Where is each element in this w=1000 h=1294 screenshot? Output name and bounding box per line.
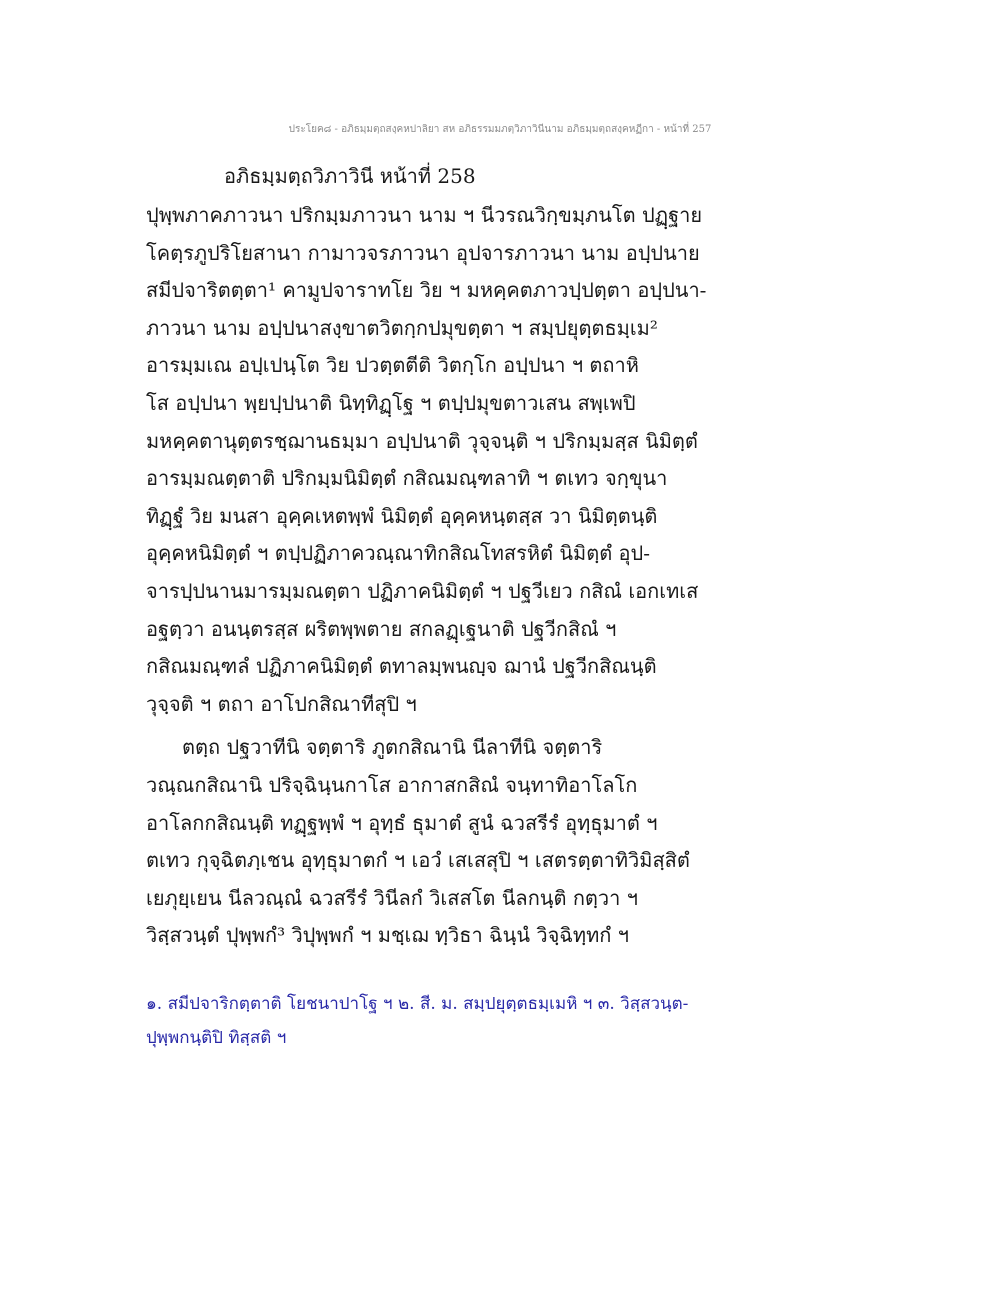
body-line: อุคฺคหนิมิตฺตํ ฯ ตปฺปฏิภาควณฺณาทิกสิณโทสรหิตํ นิมิตฺตํ อุป- — [146, 541, 651, 566]
body-line: ภาวนา นาม อปฺปนาสงฺขาตวิตกฺกปมุขตฺตา ฯ สมฺปยุตฺตธมฺเม² — [146, 315, 658, 340]
body-line: วิสฺสวนฺตํ ปุพฺพกํ³ วิปุพฺพกํ ฯ มชฺเฌ ทฺวิธา ฉินฺนํ วิจฺฉิทฺทกํ ฯ — [146, 923, 629, 948]
body-line: มหคฺคตานุตฺตรชฺฌานธมฺมา อปฺปนาติ วุจฺจนฺติ ฯ ปริกมฺมสฺส นิมิตฺตํ — [146, 428, 698, 453]
paragraph-first-line: ตตฺถ ปฐวาทีนิ จตฺตาริ ภูตกสิณานิ นีลาทีนิ จตฺตาริ — [182, 735, 603, 760]
body-line: ทิฏฺฐํ วิย มนสา อุคฺคเหตพฺพํ นิมิตฺตํ อุคฺคหนฺตสฺส วา นิมิตฺตนฺติ — [146, 503, 658, 528]
body-line: โคตฺรภูปริโยสานา กามาวจรภาวนา อุปจารภาวนา นาม อปฺปนาย — [146, 240, 700, 265]
body-line: วุจฺจติ ฯ ตถา อาโปกสิณาทีสุปิ ฯ — [146, 691, 417, 716]
page-title: อภิธมฺมตฺถวิภาวินี หน้าที่ 258 — [224, 164, 476, 188]
body-line: วณฺณกสิณานิ ปริจฺฉินฺนกาโส อากาสกสิณํ จนฺทาทิอาโลโก — [146, 772, 638, 797]
body-line: โส อปฺปนา พฺยปฺปนาติ นิทฺทิฏฺโฐ ฯ ตปฺปมุขตาวเสน สพฺเพปิ — [146, 390, 636, 415]
footnotes — [146, 987, 866, 1055]
body-line: อาโลกกสิณนฺติ ทฏฺฐพฺพํ ฯ อุทฺธํ ธุมาตํ สูนํ ฉวสรีรํ อุทฺธุมาตํ ฯ — [146, 810, 658, 835]
body-line: ตเทว กุจฺฉิตภฺเชน อุทฺธุมาตกํ ฯ เอวํ เสเสสุปิ ฯ เสตรตฺตาทิวิมิสฺสิตํ — [146, 848, 690, 873]
body-line: กสิณมณฺฑลํ ปฏิภาคนิมิตฺตํ ตทาลมฺพนญฺจ ฌานํ ปฐวีกสิณนฺติ — [146, 654, 657, 679]
body-line: อฐตฺวา อนนฺตรสฺส ผริตพฺพตาย สกลฏฺเฐนาติ ปฐวีกสิณํ ฯ — [146, 616, 617, 641]
body-line: จารปฺปนานมารมฺมณตฺตา ปฏิภาคนิมิตฺตํ ฯ ปฐวีเยว กสิณํ เอกเทเส — [146, 578, 699, 603]
body-line: สมีปจาริตตฺตา¹ คามูปจาราทโย วิย ฯ มหคฺคตภาวปฺปตฺตา อปฺปนา- — [146, 278, 707, 303]
body-line: เยภุยฺเยน นีลวณฺณํ ฉวสรีรํ วินีลกํ วิเสสโต นีลกนฺติ กตฺวา ฯ — [146, 885, 638, 910]
body-line: อารมฺมเณ อปฺเปนฺโต วิย ปวตฺตตีติ วิตกฺโก อปฺปนา ฯ ตถาหิ — [146, 353, 639, 378]
body-line: ปุพฺพภาคภาวนา ปริกมฺมภาวนา นาม ฯ นีวรณวิกฺขมฺภนโต ปฏฺฐาย — [146, 203, 703, 227]
footnote-line: ปุพฺพกนฺติปิ ทิสฺสติ ฯ — [146, 1028, 287, 1048]
running-header: ประโยค๘ - อภิธมฺมตฺถสงฺคหปาลิยา สห อภิธรรมมภตฺวิภาวินีนาม อภิธมฺมตฺถสงฺคหฏีกา - หน้าที่ 257 — [288, 124, 712, 135]
body-text — [146, 197, 866, 955]
footnote-line: ๑. สมีปจาริกตฺตาติ โยชนาปาโฐ ฯ ๒. สี. ม. สมฺปยุตฺตธมฺเมหิ ฯ ๓. วิสฺสวนฺต- — [146, 994, 689, 1014]
body-line: อารมฺมณตฺตาติ ปริกมฺมนิมิตฺตํ กสิณมณฺฑลาทิ ฯ ตเทว จกฺขุนา — [146, 466, 668, 491]
